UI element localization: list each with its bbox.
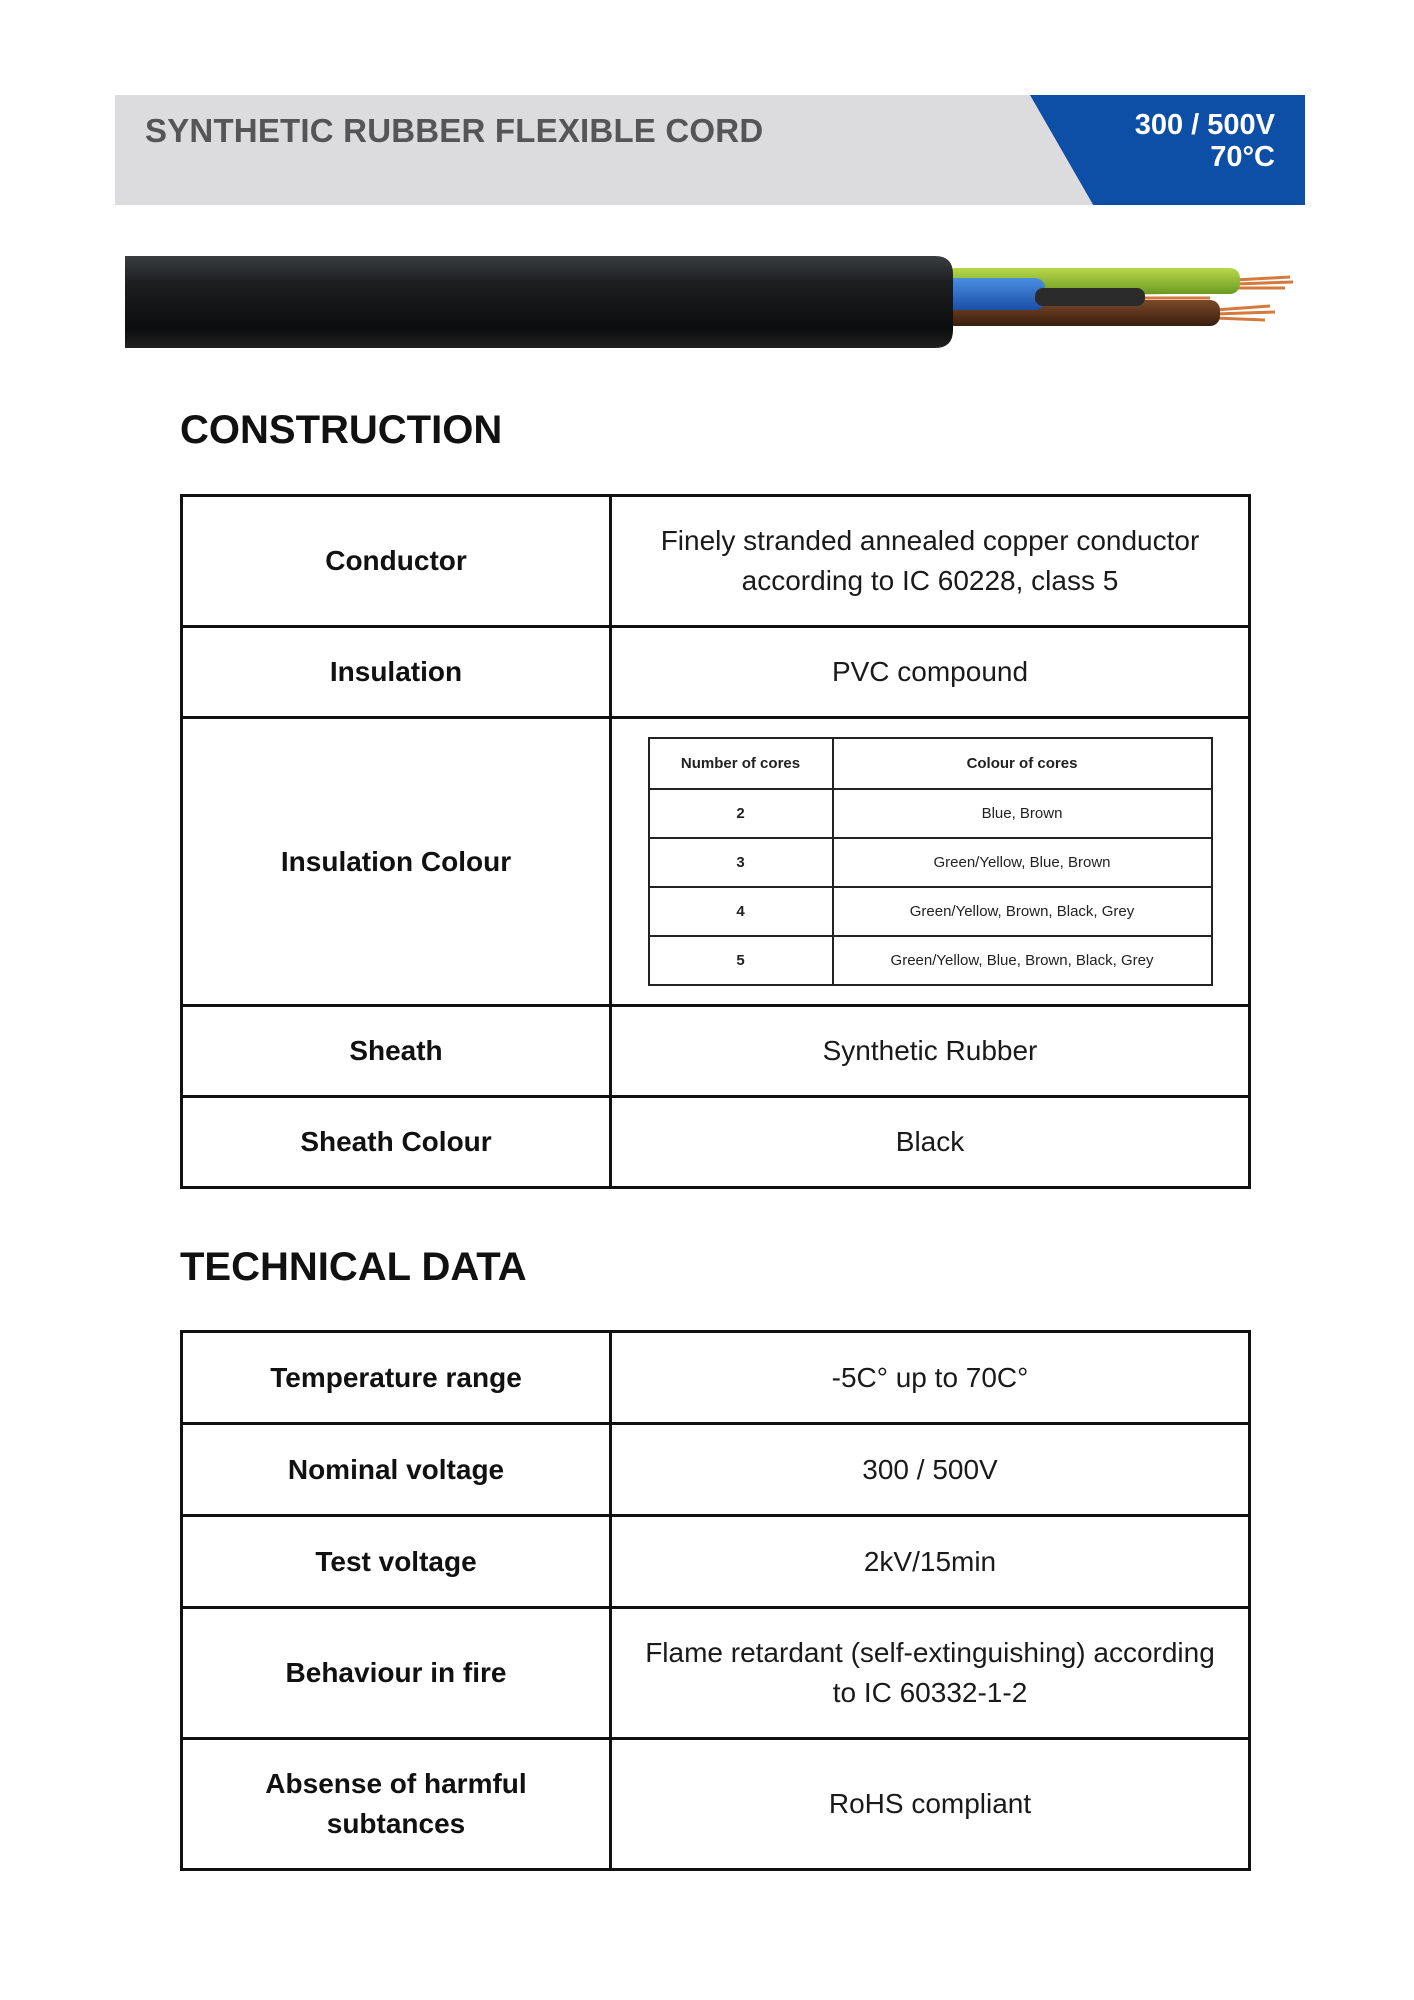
table-row bbox=[182, 1097, 1250, 1188]
cores-count: 4 bbox=[649, 887, 833, 936]
nominal-voltage-label: Nominal voltage bbox=[182, 1424, 611, 1516]
insulation-value: PVC compound bbox=[611, 627, 1250, 718]
technical-table bbox=[180, 1330, 1251, 1871]
table-row bbox=[182, 627, 1250, 718]
table-row bbox=[182, 1424, 1250, 1516]
construction-table bbox=[180, 494, 1251, 1189]
core-colour-row bbox=[649, 838, 1212, 887]
header-number-of-cores: Number of cores bbox=[649, 738, 833, 789]
insulation-colour-cell bbox=[611, 718, 1250, 1006]
test-voltage-label: Test voltage bbox=[182, 1516, 611, 1608]
core-colour-header-row bbox=[649, 738, 1212, 789]
core-colour-row bbox=[649, 887, 1212, 936]
nominal-voltage-value: 300 / 500V bbox=[611, 1424, 1250, 1516]
conductor-label: Conductor bbox=[182, 496, 611, 627]
temperature-range-label: Temperature range bbox=[182, 1332, 611, 1424]
table-row bbox=[182, 718, 1250, 1006]
test-voltage-value: 2kV/15min bbox=[611, 1516, 1250, 1608]
table-row bbox=[182, 1608, 1250, 1739]
core-colour-row bbox=[649, 789, 1212, 838]
table-row bbox=[182, 1332, 1250, 1424]
harmful-substances-value: RoHS compliant bbox=[611, 1739, 1250, 1870]
harmful-substances-label: Absense of harmful subtances bbox=[182, 1739, 611, 1870]
behaviour-in-fire-value: Flame retardant (self-extinguishing) according to IC 60332-1-2 bbox=[611, 1608, 1250, 1739]
core-colour-table bbox=[648, 737, 1213, 986]
cores-colours: Green/Yellow, Brown, Black, Grey bbox=[833, 887, 1212, 936]
header-banner bbox=[115, 95, 1305, 205]
sheath-colour-value: Black bbox=[611, 1097, 1250, 1188]
cable-image bbox=[125, 248, 1305, 358]
sheath-colour-label: Sheath Colour bbox=[182, 1097, 611, 1188]
cores-colours: Blue, Brown bbox=[833, 789, 1212, 838]
product-title: SYNTHETIC RUBBER FLEXIBLE CORD bbox=[145, 112, 764, 149]
insulation-label: Insulation bbox=[182, 627, 611, 718]
cores-count: 3 bbox=[649, 838, 833, 887]
conductor-value: Finely stranded annealed copper conductor according to IC 60228, class 5 bbox=[611, 496, 1250, 627]
cores-colours: Green/Yellow, Blue, Brown bbox=[833, 838, 1212, 887]
table-row bbox=[182, 1006, 1250, 1097]
temperature-range-value: -5C° up to 70C° bbox=[611, 1332, 1250, 1424]
table-row bbox=[182, 1516, 1250, 1608]
spec-badge-text bbox=[1135, 109, 1275, 173]
cores-count: 5 bbox=[649, 936, 833, 985]
technical-data-heading: TECHNICAL DATA bbox=[180, 1245, 527, 1289]
sheath-value: Synthetic Rubber bbox=[611, 1006, 1250, 1097]
table-row bbox=[182, 1739, 1250, 1870]
voltage-rating: 300 / 500V bbox=[1134, 109, 1275, 141]
cores-count: 2 bbox=[649, 789, 833, 838]
behaviour-in-fire-label: Behaviour in fire bbox=[182, 1608, 611, 1739]
insulation-colour-label: Insulation Colour bbox=[182, 718, 611, 1006]
header-colour-of-cores: Colour of cores bbox=[833, 738, 1212, 789]
core-colour-row bbox=[649, 936, 1212, 985]
cores-colours: Green/Yellow, Blue, Brown, Black, Grey bbox=[833, 936, 1212, 985]
sheath-label: Sheath bbox=[182, 1006, 611, 1097]
table-row bbox=[182, 496, 1250, 627]
temperature-rating: 70°C bbox=[1210, 141, 1275, 173]
construction-heading: CONSTRUCTION bbox=[180, 408, 503, 452]
